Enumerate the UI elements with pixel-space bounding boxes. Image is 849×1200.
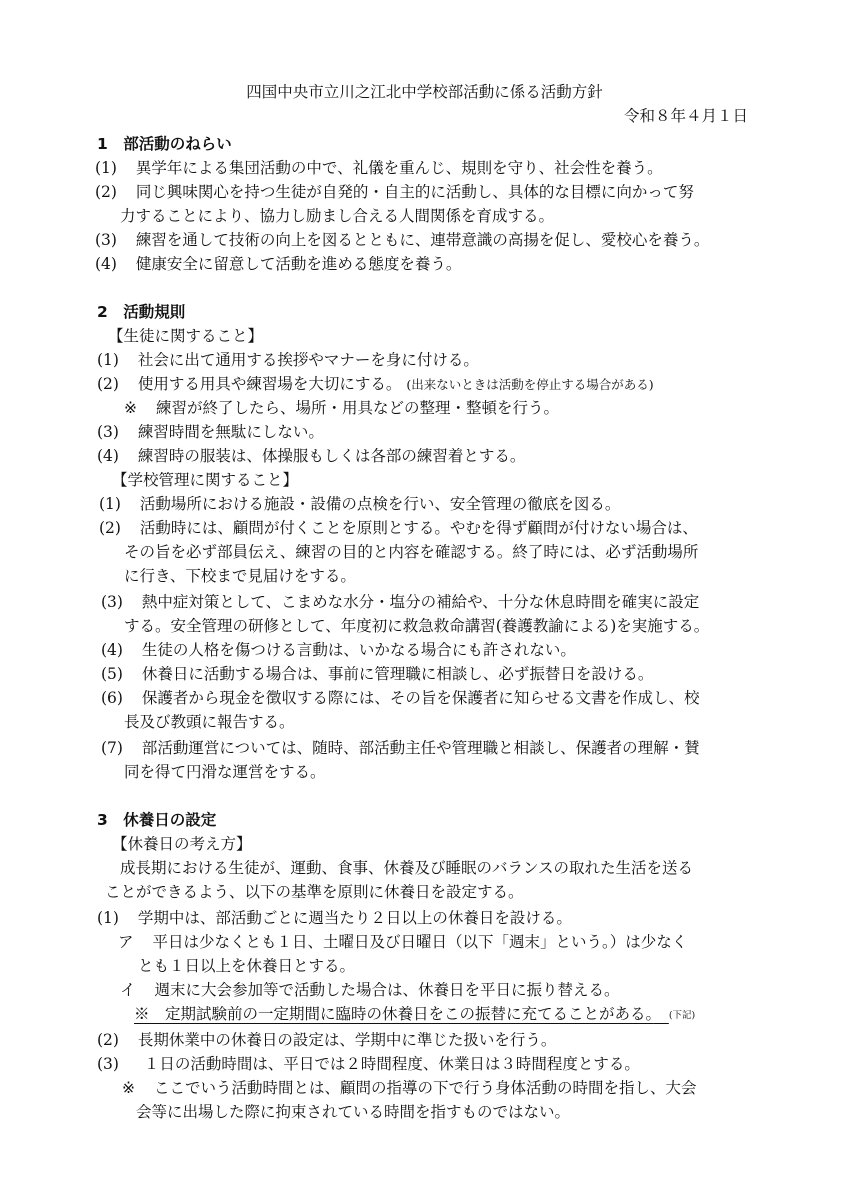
item-number: (4) [95, 255, 117, 273]
item-number: (2) [95, 183, 117, 201]
item-text: 異学年による集団活動の中で、礼儀を重んじ、規則を守り、社会性を養う。 [135, 159, 663, 177]
subsection-heading: 【休養日の考え方】 [112, 835, 252, 853]
note-mark: ※ [122, 1079, 135, 1097]
item-number: (5) [101, 665, 123, 683]
item-text: 学期中は、部活動ごとに週当たり２日以上の休養日を設ける。 [137, 909, 572, 927]
item-number: (3) [95, 231, 117, 249]
item-number: (1) [95, 159, 117, 177]
list-item [101, 662, 653, 686]
paragraph-line: ことができるよう、以下の基準を原則に休養日を設定する。 [105, 883, 524, 901]
item-text: 休養日に活動する場合は、事前に管理職に相談し、必ず振替日を設ける。 [141, 665, 654, 683]
list-item [95, 180, 694, 204]
item-text: 週末に大会参加等で活動した場合は、休養日を平日に振り替える。 [154, 981, 620, 999]
item-text: 部活動運営については、随時、部活動主任や管理職と相談し、保護者の理解・賛 [141, 739, 700, 757]
list-item [95, 156, 663, 180]
item-number: (6) [101, 689, 123, 707]
item-text: 練習を通して技術の向上を図るとともに、連帯意識の高揚を促し、愛校心を養う。 [135, 231, 710, 249]
list-item [97, 444, 525, 468]
list-item [99, 516, 698, 540]
item-text: 使用する用具や練習場を大切にする。 [137, 375, 402, 393]
list-item [134, 1002, 695, 1028]
item-number: (1) [97, 351, 119, 369]
note-mark: ※ [134, 1005, 150, 1023]
list-item [99, 492, 620, 516]
list-item [101, 590, 699, 614]
item-text: 健康安全に留意して活動を進める態度を養う。 [135, 255, 462, 273]
subsection-heading: 【学校管理に関すること】 [112, 471, 299, 489]
item-number: (4) [97, 447, 119, 465]
section-1-heading: 1 部活動のねらい [97, 135, 232, 153]
item-number: (2) [97, 1031, 119, 1049]
item-mark: イ [120, 981, 136, 999]
item-mark: ア [118, 933, 134, 951]
list-item [97, 348, 479, 372]
item-text: 練習時の服装は、体操服もしくは各部の練習着とする。 [137, 447, 526, 465]
item-note: (出来ないときは活動を停止する場合がある) [406, 377, 654, 392]
item-text: 活動場所における施設・設備の点検を行い、安全管理の徹底を図る。 [139, 495, 621, 513]
item-continuation: 長及び教頭に報告する。 [124, 713, 295, 731]
note-tag: (下記) [668, 1010, 696, 1021]
note-mark: ※ [124, 399, 137, 417]
item-text: 活動時には、顧問が付くことを原則とする。やむを得ず顧問が付けない場合は、 [139, 519, 698, 537]
list-item [101, 736, 700, 760]
document-title: 四国中央市立川之江北中学校部活動に係る活動方針 [246, 83, 603, 101]
list-item [95, 252, 461, 276]
item-continuation: 力することにより、協力し励まし合える人間関係を育成する。 [120, 207, 555, 225]
list-item [97, 906, 572, 930]
list-item [95, 228, 709, 252]
list-item [97, 1052, 640, 1076]
item-number: (7) [101, 739, 123, 757]
item-text: 生徒の人格を傷つける言動は、いかなる場合にも許されない。 [141, 641, 576, 659]
item-text: 平日は少なくとも１日、土曜日及び日曜日（以下「週末」という。）は少なく [152, 933, 688, 951]
item-number: (3) [97, 1055, 119, 1073]
item-text: 定期試験前の一定期間に臨時の休養日をこの振替に充てることがある。 [165, 1005, 654, 1023]
item-text: 練習が終了したら、場所・用具などの整理・整頓を行う。 [155, 399, 559, 417]
list-item [118, 930, 687, 954]
item-continuation: する。安全管理の研修として、年度初に救急救命講習(養護教諭による)を実施する。 [124, 617, 710, 635]
item-number: (3) [97, 423, 119, 441]
subsection-heading: 【生徒に関すること】 [108, 327, 264, 345]
section-2-heading: 2 活動規則 [97, 303, 186, 321]
item-continuation: に行き、下校まで見届けをする。 [124, 567, 356, 585]
item-text: 熱中症対策として、こまめな水分・塩分の補給や、十分な休息時間を確実に設定 [141, 593, 700, 611]
item-number: (3) [101, 593, 123, 611]
item-number: (4) [101, 641, 123, 659]
list-item [97, 420, 324, 444]
list-item [124, 396, 559, 420]
note-underlined [134, 1005, 669, 1023]
list-item [97, 372, 654, 397]
item-continuation: 会等に出場した際に拘束されている時間を指すものではない。 [136, 1103, 571, 1121]
item-continuation: とも１日以上を休養日とする。 [138, 957, 356, 975]
item-continuation: 同を得て円滑な運営をする。 [124, 763, 326, 781]
item-text: 同じ興味関心を持つ生徒が自発的・自主的に活動し、具体的な目標に向かって努 [135, 183, 694, 201]
item-text: 保護者から現金を徴収する際には、その旨を保護者に知らせる文書を作成し、校 [141, 689, 700, 707]
item-text: １日の活動時間は、平日では２時間程度、休業日は３時間程度とする。 [143, 1055, 640, 1073]
section-3-heading: 3 休養日の設定 [97, 811, 217, 829]
list-item [97, 1028, 556, 1052]
paragraph-line: 成長期における生徒が、運動、食事、休養及び睡眠のバランスの取れた生活を送る [120, 859, 694, 877]
list-item [101, 686, 699, 710]
list-item [122, 1076, 696, 1100]
item-number: (1) [97, 909, 119, 927]
item-text: ここでいう活動時間とは、顧問の指導の下で行う身体活動の時間を指し、大会 [153, 1079, 697, 1097]
item-text: 練習時間を無駄にしない。 [137, 423, 324, 441]
list-item [101, 638, 576, 662]
item-text: 社会に出て通用する挨拶やマナーを身に付ける。 [137, 351, 479, 369]
item-text: 長期休業中の休養日の設定は、学期中に準じた扱いを行う。 [137, 1031, 557, 1049]
item-number: (2) [99, 519, 121, 537]
item-number: (1) [99, 495, 121, 513]
document-date: 令和８年４月１日 [623, 107, 748, 125]
item-number: (2) [97, 375, 119, 393]
item-continuation: その旨を必ず部員伝え、練習の目的と内容を確認する。終了時には、必ず活動場所 [124, 543, 699, 561]
list-item [120, 978, 619, 1002]
